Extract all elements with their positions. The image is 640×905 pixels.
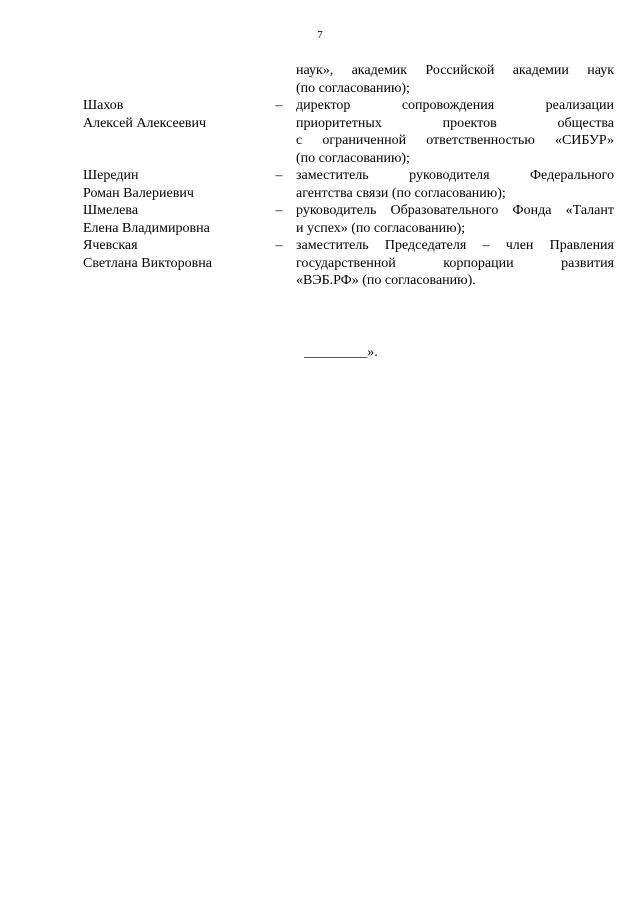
member-surname: Шахов — [83, 98, 124, 113]
entry-name — [83, 237, 263, 290]
member-entry — [83, 202, 613, 237]
description-line: агентства связи (по согласованию); — [296, 185, 506, 201]
entry-description — [295, 62, 614, 97]
member-surname: Шмелева — [83, 203, 139, 218]
page-number: 7 — [317, 29, 323, 41]
description-line: с ограниченной ответственностью «СИБУР» — [296, 133, 614, 148]
description-line: заместитель руководителя Федерального — [296, 168, 614, 183]
member-entry — [83, 167, 613, 202]
entry-dash: – — [275, 168, 283, 183]
description-line: (по согласованию); — [296, 80, 410, 96]
closing-mark: _________». — [304, 345, 378, 360]
member-entry — [83, 97, 613, 167]
member-list — [83, 62, 613, 290]
member-given-names: Роман Валериевич — [83, 185, 194, 201]
description-line: приоритетных проектов общества — [296, 115, 614, 131]
description-line: и успех» (по согласованию); — [296, 220, 466, 236]
entry-dash-empty — [263, 62, 295, 97]
entry-name — [83, 97, 263, 167]
description-line: (по согласованию); — [296, 150, 410, 166]
member-surname: Ячевская — [83, 238, 138, 253]
description-line: директор сопровождения реализации — [296, 98, 614, 113]
member-given-names: Елена Владимировна — [83, 220, 210, 236]
entry-dash: – — [275, 238, 283, 253]
entry-dash: – — [275, 203, 283, 218]
description-line: государственной корпорации развития — [296, 255, 614, 271]
description-line: руководитель Образовательного Фонда «Талант — [296, 203, 614, 218]
continuation-entry — [83, 62, 613, 97]
entry-name — [83, 202, 263, 237]
entry-description — [295, 97, 614, 167]
entry-dash: – — [275, 98, 283, 113]
entry-description — [295, 237, 614, 290]
entry-name — [83, 167, 263, 202]
member-given-names: Светлана Викторовна — [83, 255, 212, 271]
entry-name-empty — [83, 62, 263, 97]
entry-description — [295, 167, 614, 202]
member-entry — [83, 237, 613, 290]
description-line: «ВЭБ.РФ» (по согласованию). — [296, 273, 476, 288]
entry-description — [295, 202, 614, 237]
member-given-names: Алексей Алексеевич — [83, 115, 207, 131]
description-line: заместитель Председателя – член Правления — [296, 238, 614, 253]
description-line: наук», академик Российской академии наук — [296, 63, 614, 78]
member-surname: Шередин — [83, 168, 139, 183]
